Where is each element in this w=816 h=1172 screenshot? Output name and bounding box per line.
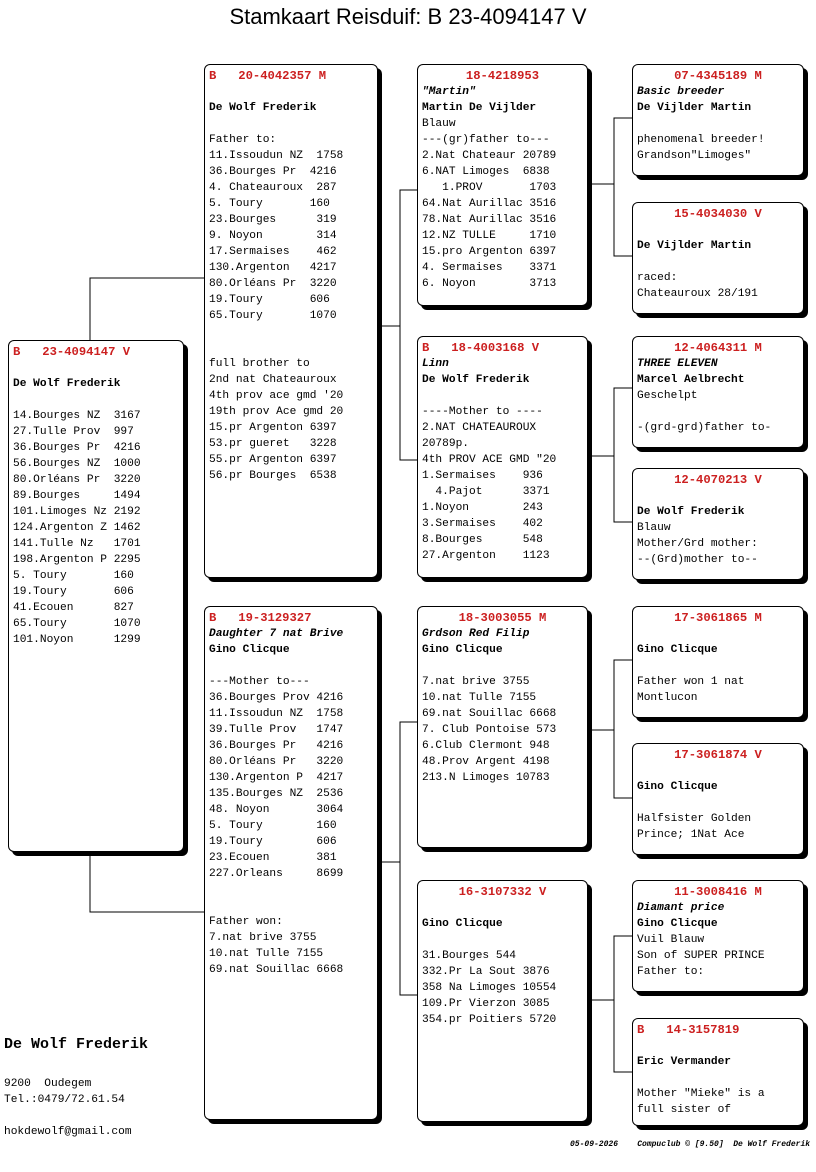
info-line [209,898,373,914]
pigeon-card-mother[interactable] [204,606,378,1120]
pigeon-card-ggf-2[interactable] [632,336,804,448]
info-line: 2nd nat Chateauroux [209,374,337,386]
info-line: --(Grd)mother to-- [637,554,758,566]
nickname-line: THREE ELEVEN [637,358,718,370]
info-line: 20789p. [422,438,469,450]
info-line: 4th prov ace gmd '20 [209,390,344,402]
info-line [209,340,373,356]
info-line [637,1038,799,1054]
owner-line: Gino Clicque [637,918,718,930]
info-line [637,658,799,674]
pigeon-card-ggf-1[interactable] [632,64,804,176]
info-line: 5. Toury 160 [209,198,330,210]
info-line: Blauw [422,118,456,130]
info-line: 36.Bourges Pr 4216 [209,166,337,178]
info-line: 6.Club Clermont 948 [422,740,550,752]
info-line: raced: [637,272,678,284]
ring-number: B 18-4003168 V [422,341,540,355]
ring-number: 17-3061874 V [674,748,762,762]
info-line: 69.nat Souillac 6668 [209,964,344,976]
ring-number: 17-3061865 M [674,611,762,625]
info-line: 14.Bourges NZ 3167 [13,410,141,422]
info-line: 17.Sermaises 462 [209,246,337,258]
info-line: 4th PROV ACE GMD "20 [422,454,557,466]
info-line: Son of SUPER PRINCE [637,950,765,962]
info-line: 53.pr gueret 3228 [209,438,337,450]
owner-line: Eric Vermander [637,1056,731,1068]
info-line: Geschelpt [637,390,698,402]
info-line: 27.Argenton 1123 [422,550,550,562]
ring-number: 12-4064311 M [674,341,762,355]
info-line: 39.Tulle Prov 1747 [209,724,344,736]
info-line: 10.nat Tulle 7155 [422,692,537,704]
info-line: phenomenal breeder! [637,134,765,146]
pigeon-card-ggm-4[interactable] [632,1018,804,1126]
owner-line: De Vijlder Martin [637,102,752,114]
owner-line: Gino Clicque [637,781,718,793]
owner-address: 9200 Oudegem [4,1078,92,1090]
nickname-line: "Martin" [422,86,476,98]
owner-line: De Wolf Frederik [637,506,745,518]
footer-credit: 05-09-2026 Compuclub © [9.50] De Wolf Frederik [570,1140,811,1149]
info-line: 55.pr Argenton 6397 [209,454,337,466]
nickname-line: Basic breeder [637,86,725,98]
info-line: -(grd-grd)father to- [637,422,772,434]
info-line: 1.PROV 1703 [422,182,557,194]
info-line: 31.Bourges 544 [422,950,516,962]
owner-line: De Vijlder Martin [637,240,752,252]
info-line [422,388,583,404]
info-line: Blauw [637,522,671,534]
owner-line: Marcel Aelbrecht [637,374,745,386]
owner-line: De Wolf Frederik [422,374,530,386]
owner-line: De Wolf Frederik [13,378,121,390]
info-line: 135.Bourges NZ 2536 [209,788,344,800]
info-line: 124.Argenton Z 1462 [13,522,141,534]
info-line: 65.Toury 1070 [209,310,337,322]
owner-line: Gino Clicque [209,644,290,656]
ring-number: 11-3008416 M [674,885,762,899]
info-line [209,324,373,340]
owner-line: De Wolf Frederik [209,102,317,114]
info-line: 358 Na Limoges 10554 [422,982,557,994]
info-line: Prince; 1Nat Ace [637,829,745,841]
info-line: 19.Toury 606 [13,586,134,598]
ring-number: 18-3003055 M [458,611,547,625]
info-line: Grandson"Limoges" [637,150,752,162]
info-line: 7. Club Pontoise 573 [422,724,557,736]
info-line: 4.Pajot 3371 [422,486,550,498]
pigeon-card-subject[interactable] [8,340,184,852]
info-line [422,932,583,948]
info-line: ---Mother to--- [209,676,310,688]
info-line: 5. Toury 160 [13,570,134,582]
info-line: Mother "Mieke" is a [637,1088,765,1100]
info-line: 198.Argenton P 2295 [13,554,141,566]
pigeon-card-ggm-3[interactable] [632,743,804,855]
owner-line: Gino Clicque [422,644,503,656]
page-title: Stamkaart Reisduif: B 23-4094147 V [229,4,587,29]
info-line: ----Mother to ---- [422,406,543,418]
info-line: 141.Tulle Nz 1701 [13,538,141,550]
pigeon-card-father[interactable] [204,64,378,578]
info-line [637,626,799,642]
info-line [13,360,179,376]
nickname-line: Diamant price [637,902,725,914]
info-line: 48.Prov Argent 4198 [422,756,550,768]
info-line: 41.Ecouen 827 [13,602,134,614]
info-line [422,658,583,674]
info-line: 78.Nat Aurillac 3516 [422,214,557,226]
info-line: Father won: [209,916,283,928]
info-line: Montlucon [637,692,698,704]
info-line: Father to: [209,134,277,146]
ring-number: B 19-3129327 [209,611,312,625]
info-line: 36.Bourges Pr 4216 [13,442,141,454]
info-line: 130.Argenton P 4217 [209,772,344,784]
info-line: 130.Argenton 4217 [209,262,337,274]
info-line: 101.Limoges Nz 2192 [13,506,141,518]
info-line: 89.Bourges 1494 [13,490,141,502]
owner-phone: Tel.:0479/72.61.54 [4,1094,125,1106]
info-line [422,900,583,916]
ring-number: 15-4034030 V [674,207,762,221]
info-line: 12.NZ TULLE 1710 [422,230,557,242]
nickname-line: Linn [422,358,449,370]
nickname-line: Daughter 7 nat Brive [209,628,344,640]
ring-number: 16-3107332 V [458,885,547,899]
info-line: 80.Orléans Pr 3220 [209,756,344,768]
pigeon-card-ggm-1[interactable] [632,202,804,314]
info-line: 2.NAT CHATEAUROUX [422,422,537,434]
owner-line: Martin De Vijlder [422,102,537,114]
pigeon-card-maternal-grandmother[interactable] [417,880,588,1122]
ring-number: 12-4070213 V [674,473,762,487]
info-line: Mother/Grd mother: [637,538,758,550]
owner-name: De Wolf Frederik [4,1036,149,1053]
info-line: 19.Toury 606 [209,294,330,306]
info-line: Vuil Blauw [637,934,705,946]
info-line: 27.Tulle Prov 997 [13,426,134,438]
info-line: 56.pr Bourges 6538 [209,470,337,482]
info-line: 4. Sermaises 3371 [422,262,557,274]
ring-number: B 23-4094147 V [13,345,131,359]
info-line: 7.nat brive 3755 [422,676,530,688]
info-line [209,882,373,898]
info-line: 23.Bourges 319 [209,214,337,226]
info-line: 23.Ecouen 381 [209,852,337,864]
info-line [637,795,799,811]
info-line: 8.Bourges 548 [422,534,543,546]
info-line: 11.Issoudun NZ 1758 [209,708,344,720]
info-line [209,84,373,100]
info-line: 15.pro Argenton 6397 [422,246,557,258]
info-line [637,116,799,132]
info-line: 109.Pr Vierzon 3085 [422,998,550,1010]
info-line: 36.Bourges Prov 4216 [209,692,344,704]
info-line: 332.Pr La Sout 3876 [422,966,550,978]
info-line: 6. Noyon 3713 [422,278,557,290]
info-line: 9. Noyon 314 [209,230,337,242]
ring-number: B 14-3157819 [637,1023,740,1037]
info-line [637,222,799,238]
info-line: 227.Orleans 8699 [209,868,344,880]
info-line: 6.NAT Limoges 6838 [422,166,550,178]
info-line: 1.Noyon 243 [422,502,543,514]
info-line: 5. Toury 160 [209,820,337,832]
owner-info [4,1034,148,1140]
pigeon-card-ggf-3[interactable] [632,606,804,718]
info-line: full sister of [637,1104,731,1116]
info-line: Chateauroux 28/191 [637,288,758,300]
info-line: full brother to [209,358,310,370]
info-line [637,488,799,504]
info-line [209,116,373,132]
info-line: 36.Bourges Pr 4216 [209,740,344,752]
info-line: 3.Sermaises 402 [422,518,543,530]
pigeon-card-maternal-grandfather[interactable] [417,606,588,848]
info-line: Father won 1 nat [637,676,745,688]
ring-number: B 20-4042357 M [209,69,327,83]
owner-line: Gino Clicque [637,644,718,656]
info-line: 7.nat brive 3755 [209,932,317,944]
nickname-line: Grdson Red Filip [422,628,530,640]
owner-line: Gino Clicque [422,918,503,930]
info-line: ---(gr)father to--- [422,134,550,146]
info-line: 65.Toury 1070 [13,618,141,630]
pigeon-card-paternal-grandmother[interactable] [417,336,588,578]
ring-number: 07-4345189 M [674,69,762,83]
pigeon-card-ggm-2[interactable] [632,468,804,580]
info-line: 15.pr Argenton 6397 [209,422,337,434]
info-line: 69.nat Souillac 6668 [422,708,557,720]
info-line [209,658,373,674]
owner-email: hokdewolf@gmail.com [4,1126,132,1138]
info-line: Halfsister Golden [637,813,752,825]
info-line: 4. Chateauroux 287 [209,182,337,194]
info-line: 101.Noyon 1299 [13,634,141,646]
info-line: 19.Toury 606 [209,836,337,848]
info-line: 10.nat Tulle 7155 [209,948,324,960]
info-line [637,404,799,420]
info-line: 2.Nat Chateaur 20789 [422,150,557,162]
pigeon-card-ggf-4[interactable] [632,880,804,992]
info-line [637,763,799,779]
info-line: 64.Nat Aurillac 3516 [422,198,557,210]
info-line [13,392,179,408]
info-line: 56.Bourges NZ 1000 [13,458,141,470]
info-line: 11.Issoudun NZ 1758 [209,150,344,162]
info-line [637,254,799,270]
info-line: 19th prov Ace gmd 20 [209,406,344,418]
info-line: 354.pr Poitiers 5720 [422,1014,557,1026]
info-line: 213.N Limoges 10783 [422,772,550,784]
info-line: Father to: [637,966,705,978]
info-line: 1.Sermaises 936 [422,470,543,482]
ring-number: 18-4218953 [465,69,540,83]
info-line [637,1070,799,1086]
info-line: 80.Orléans Pr 3220 [13,474,141,486]
info-line: 80.Orléans Pr 3220 [209,278,337,290]
info-line: 48. Noyon 3064 [209,804,344,816]
pigeon-card-paternal-grandfather[interactable] [417,64,588,306]
